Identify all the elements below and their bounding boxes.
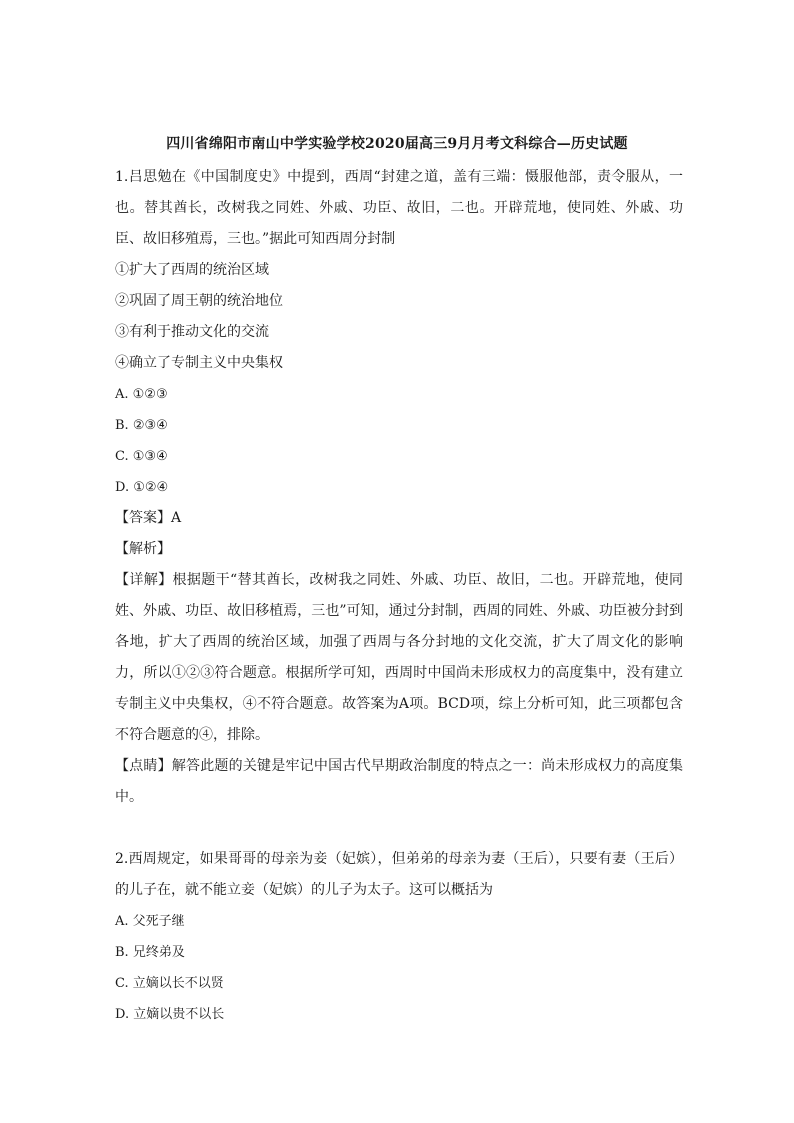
question-2-option-d: D. 立嫡以贵不以长 <box>115 1007 225 1022</box>
question-2-option-b: B. 兄终弟及 <box>115 945 185 960</box>
question-1-item-1: ①扩大了西周的统治区域 <box>115 262 269 278</box>
question-2-option-c: C. 立嫡以长不以贤 <box>115 976 224 991</box>
question-1-option-d: D. ①②④ <box>115 480 169 495</box>
question-2-option-a: A. 父死子继 <box>115 914 185 929</box>
page-title: 四川省绵阳市南山中学实验学校2020届高三9月月考文科综合—历史试题 <box>166 136 628 152</box>
question-1-detail: 【详解】根据题干“替其酋长，改树我之同姓、外戚、功臣、故旧，二也。开辟荒地，使同姓、外戚、功臣、故旧移植焉，三也”可知，通过分封制，西周的同姓、外戚、功臣被分封到各地，扩大了西周的统治区域，加强了西周与各分封地的文化交流，扩大了周文化的影响力，所以①②③符合题意。根据所学可知，西周时中国尚未形成权力的高度集中，没有建立专制主义中央集权，④不符合题意。故答案为A项。BCD项，综上分析可知，此三项都包含不符合题意的④，排除。 <box>115 572 683 743</box>
question-1-item-4: ④确立了专制主义中央集权 <box>115 355 283 371</box>
question-1-item-2: ②巩固了周王朝的统治地位 <box>115 293 283 309</box>
question-1-note: 【点睛】解答此题的关键是牢记中国古代早期政治制度的特点之一：尚未形成权力的高度集中。 <box>115 758 683 805</box>
question-1-option-b: B. ②③④ <box>115 418 168 433</box>
question-1-stem: 1.吕思勉在《中国制度史》中提到，西周“封建之道，盖有三端：慑服他部，责令服从，一也。替其酋长，改树我之同姓、外戚、功臣、故旧，二也。开辟荒地，使同姓、外戚、功臣、故旧移殖焉，三也。”据此可知西周分封制 <box>115 169 683 247</box>
question-1-item-3: ③有利于推动文化的交流 <box>115 324 269 340</box>
question-1-option-a: A. ①②③ <box>115 387 168 402</box>
question-2-stem: 2.西周规定，如果哥哥的母亲为妾（妃嫔），但弟弟的母亲为妻（王后），只要有妻（王后）的儿子在，就不能立妾（妃嫔）的儿子为太子。这可以概括为 <box>115 851 683 898</box>
question-1-answer: 【答案】A <box>115 510 182 526</box>
question-1-analysis-label: 【解析】 <box>115 541 171 557</box>
spacer <box>115 813 683 844</box>
document-content <box>115 162 683 1030</box>
question-1-option-c: C. ①③④ <box>115 449 168 464</box>
